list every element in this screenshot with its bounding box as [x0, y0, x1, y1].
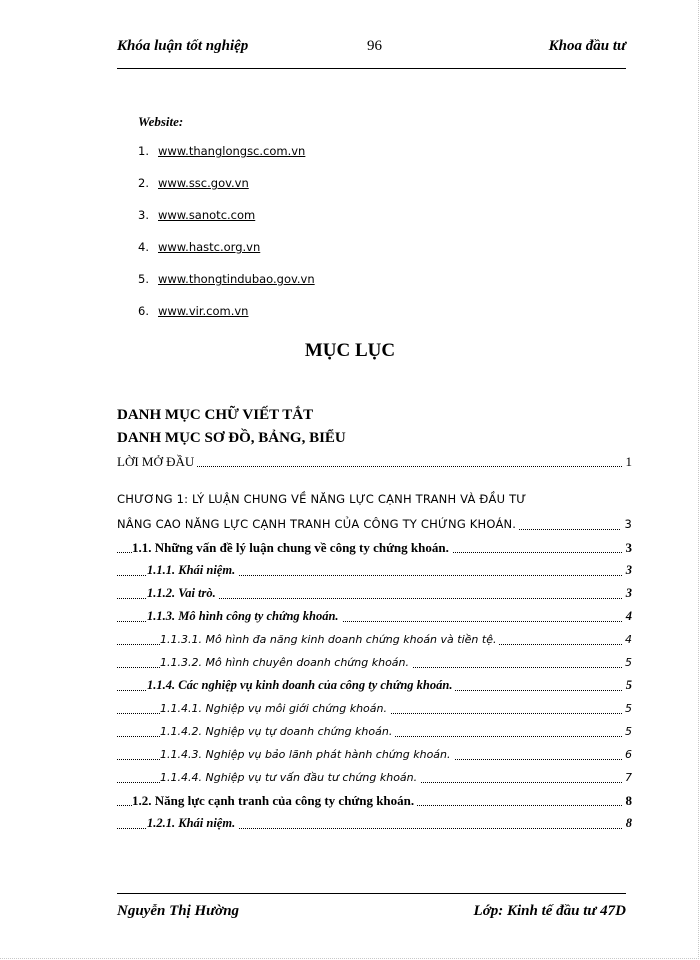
- list-number: 4.: [138, 240, 149, 254]
- list-number: 6.: [138, 304, 149, 318]
- toc-entry: [117, 450, 632, 473]
- website-link[interactable]: www.hastc.org.vn: [158, 240, 261, 254]
- toc-page-number: 4: [622, 628, 632, 651]
- toc-entry: [117, 512, 632, 536]
- toc-entry-text: DANH MỤC SƠ ĐỒ, BẢNG, BIỂU: [117, 430, 349, 446]
- toc-entry: [117, 487, 632, 512]
- toc-entry: [117, 720, 632, 743]
- toc-entry: [117, 536, 632, 559]
- toc-entry: [117, 582, 632, 605]
- toc-entry-text: LỜI MỞ ĐẦU: [117, 454, 197, 469]
- list-item: [138, 144, 327, 176]
- toc-entry-text: NÂNG CAO NĂNG LỰC CẠNH TRANH CỦA CÔNG TY CHỨNG KHOÁN.: [117, 517, 519, 531]
- page-header: [117, 38, 626, 60]
- toc-entry: [117, 559, 632, 582]
- list-number: 1.: [138, 144, 149, 158]
- website-link[interactable]: www.thanglongsc.com.vn: [158, 144, 306, 158]
- list-number: 5.: [138, 272, 149, 286]
- toc-entry-text: 1.2.1. Khái niệm.: [147, 816, 238, 830]
- website-list: [138, 144, 327, 336]
- toc-entry-text: CHƯƠNG 1: LÝ LUẬN CHUNG VỀ NĂNG LỰC CẠNH TRANH VÀ ĐẦU TƯ: [117, 492, 529, 506]
- toc-page-number: 5: [623, 674, 632, 697]
- page-number: 96: [367, 38, 382, 54]
- toc-page-number: 7: [622, 766, 632, 789]
- list-item: [138, 304, 327, 336]
- toc-page-number: 6: [622, 743, 632, 766]
- toc-page-number: 8: [623, 812, 632, 835]
- toc-entry-text: 1.1.4.3. Nghiệp vụ bảo lãnh phát hành chứng khoán.: [160, 748, 454, 761]
- toc-entry-text: 1.1.3. Mô hình công ty chứng khoán.: [147, 609, 342, 623]
- website-link[interactable]: www.ssc.gov.vn: [158, 176, 249, 190]
- website-link[interactable]: www.vir.com.vn: [158, 304, 249, 318]
- toc-entry-text: 1.1.1. Khái niệm.: [147, 563, 238, 577]
- website-link[interactable]: www.sanotc.com: [158, 208, 256, 222]
- toc-entry-text: 1.1.3.1. Mô hình đa năng kinh doanh chứng khoán và tiền tệ.: [160, 633, 499, 646]
- list-item: [138, 272, 327, 304]
- toc-entry-text: 1.1.4.1. Nghiệp vụ môi giới chứng khoán.: [160, 702, 390, 715]
- toc-entry: [117, 427, 632, 450]
- toc-page-number: 3: [621, 512, 632, 536]
- toc-entry-text: 1.2. Năng lực cạnh tranh của công ty chứng khoán.: [132, 793, 417, 808]
- author-name: Nguyễn Thị Hường: [117, 903, 240, 919]
- table-of-contents: [117, 404, 632, 835]
- toc-entry: [117, 766, 632, 789]
- toc-spacer: [117, 473, 632, 487]
- toc-entry: [117, 743, 632, 766]
- toc-title: MỤC LỤC: [304, 340, 396, 361]
- toc-entry-text: 1.1.4. Các nghiệp vụ kinh doanh của công ty chứng khoán.: [147, 678, 455, 692]
- list-item: [138, 208, 327, 240]
- header-rule: [117, 68, 626, 69]
- toc-entry-text: 1.1.2. Vai trò.: [147, 586, 219, 600]
- toc-page-number: 5: [622, 697, 632, 720]
- toc-entry-text: DANH MỤC CHỮ VIẾT TẮT: [117, 407, 316, 423]
- toc-entry: [117, 404, 632, 427]
- toc-entry-text: 1.1.3.2. Mô hình chuyên doanh chứng khoán.: [160, 656, 412, 669]
- toc-entry: [117, 651, 632, 674]
- toc-entry: [117, 605, 632, 628]
- toc-entry: [117, 789, 632, 812]
- list-item: [138, 240, 327, 272]
- toc-page-number: 3: [623, 559, 632, 582]
- toc-entry: [117, 628, 632, 651]
- toc-entry-text: 1.1. Những vấn đề lý luận chung về công ty chứng khoán.: [132, 540, 452, 555]
- toc-entry-text: 1.1.4.4. Nghiệp vụ tư vấn đầu tư chứng khoán.: [160, 771, 420, 784]
- website-heading: Website:: [138, 114, 184, 129]
- toc-entry-text: 1.1.4.2. Nghiệp vụ tự doanh chứng khoán.: [160, 725, 395, 738]
- toc-page-number: 5: [622, 651, 632, 674]
- header-left-title: Khóa luận tốt nghiệp: [117, 38, 249, 54]
- website-link[interactable]: www.thongtindubao.gov.vn: [158, 272, 315, 286]
- header-right-title: Khoa đầu tư: [548, 38, 626, 54]
- footer-rule: [117, 893, 626, 894]
- list-number: 2.: [138, 176, 149, 190]
- toc-entry: [117, 674, 632, 697]
- toc-page-number: 4: [623, 605, 632, 628]
- toc-page-number: 3: [623, 582, 632, 605]
- list-item: [138, 176, 327, 208]
- toc-entry: [117, 812, 632, 835]
- toc-page-number: 1: [623, 450, 633, 473]
- list-number: 3.: [138, 208, 149, 222]
- toc-entry: [117, 697, 632, 720]
- toc-page-number: 3: [623, 536, 633, 559]
- toc-page-number: 5: [622, 720, 632, 743]
- class-name: Lớp: Kinh tế đầu tư 47D: [473, 903, 626, 919]
- toc-page-number: 8: [623, 789, 633, 812]
